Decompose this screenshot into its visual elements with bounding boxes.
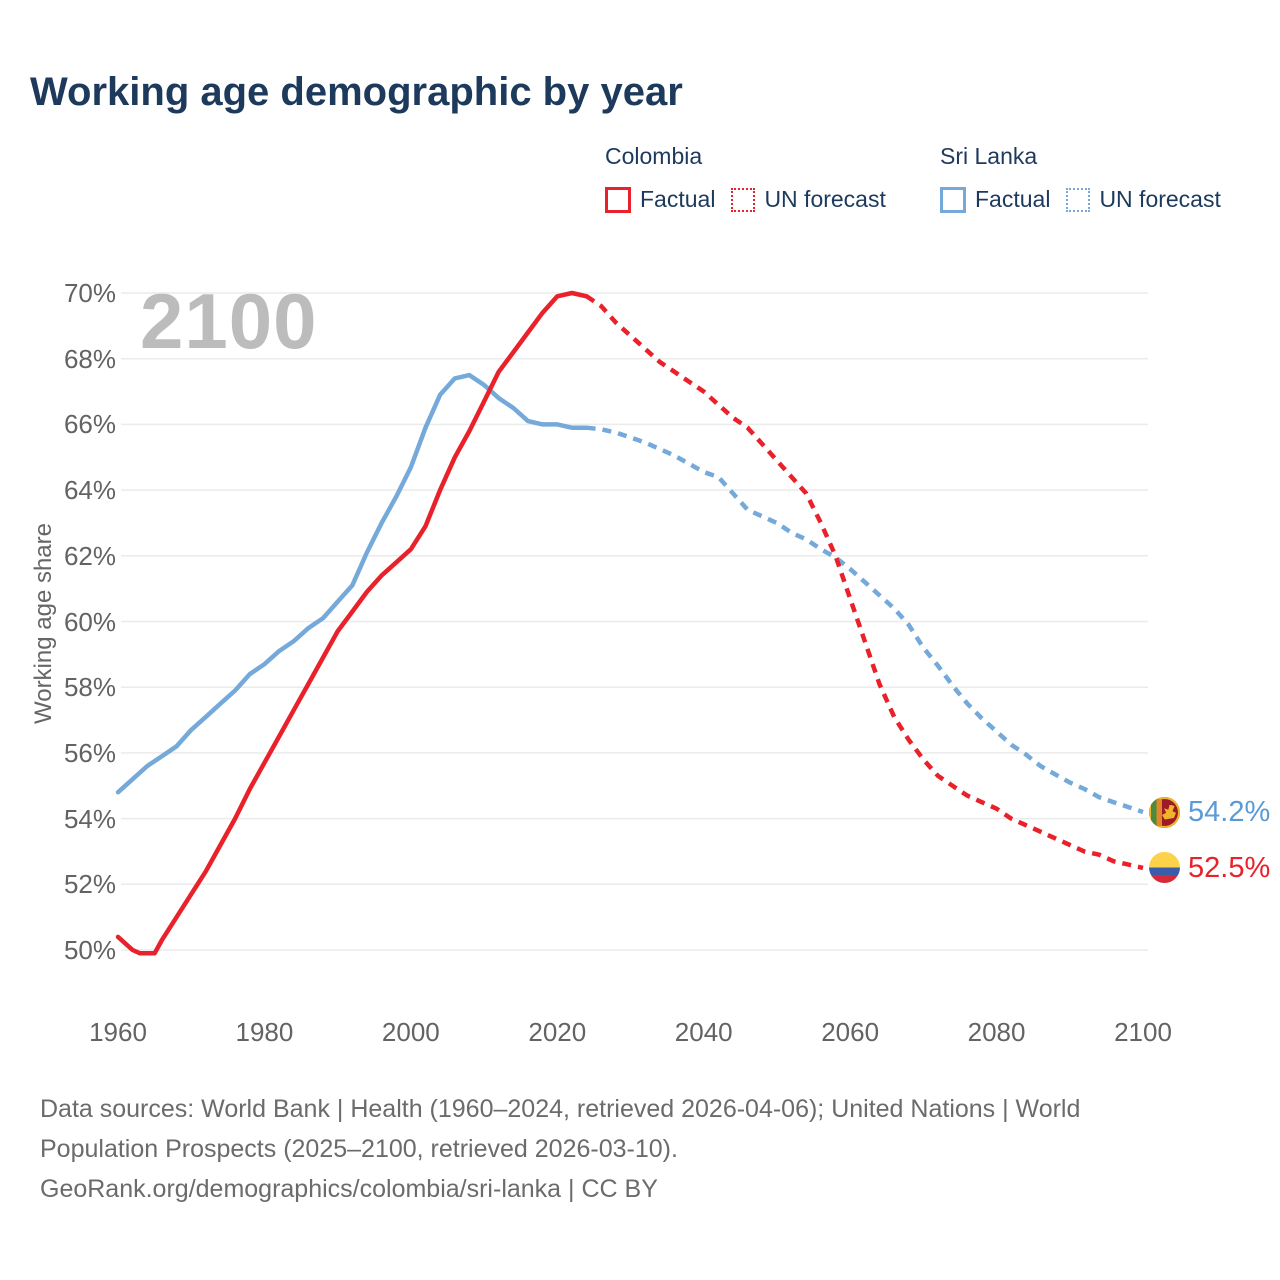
end-label-colombia [1149,851,1270,885]
sri-lanka-end-value: 54.2% [1188,796,1271,829]
watermark-year: 2100 [140,277,318,365]
legend-label: UN forecast [764,186,886,212]
page-title: Working age demographic by year [30,70,683,114]
y-tick-label: 60% [63,606,116,637]
y-tick-label: 68% [63,343,116,374]
x-tick-label: 2100 [1114,1017,1172,1047]
sri-lanka-un-forecast-line [587,428,1143,812]
y-tick-label: 64% [63,475,116,506]
y-tick-label: 62% [63,540,116,571]
y-tick-label: 54% [63,803,116,834]
legend-country-colombia: Colombia [605,143,703,169]
y-axis-title: Working age share [30,523,57,725]
legend-country-sri-lanka: Sri Lanka [940,143,1038,169]
y-tick-label: 56% [63,737,116,768]
legend-label: Factual [975,186,1051,212]
x-tick-label: 2040 [674,1017,733,1047]
x-tick-label: 1980 [235,1017,294,1047]
x-tick-label: 2060 [821,1017,880,1047]
x-tick-label: 2080 [967,1017,1026,1047]
y-tick-label: 52% [63,869,116,900]
colombia-factual-line [118,293,587,953]
legend-label: Factual [640,186,716,212]
x-tick-label: 1960 [89,1017,147,1047]
end-label-sri-lanka [1149,795,1270,829]
colombia-end-value: 52.5% [1188,851,1271,884]
y-tick-label: 58% [63,672,116,703]
legend-label: UN forecast [1099,186,1221,212]
footer-attribution: GeoRank.org/demographics/colombia/sri-lanka | CC BY [40,1175,658,1203]
footer-sources-line-2: Population Prospects (2025–2100, retrieved 2026-03-10). [40,1135,678,1163]
footer [40,1089,1080,1209]
sri-lanka-flag-icon [1149,797,1180,828]
x-tick-label: 2000 [381,1017,440,1047]
y-tick-label: 66% [63,409,116,440]
y-tick-label: 50% [63,935,116,965]
footer-sources-line-1: Data sources: World Bank | Health (1960–2024, retrieved 2026-04-06); United Nations | World [40,1095,1081,1123]
x-tick-label: 2020 [528,1017,587,1047]
y-tick-label: 70% [63,278,116,308]
sri-lanka-factual-line [118,375,587,792]
colombia-flag-icon [1149,852,1180,883]
